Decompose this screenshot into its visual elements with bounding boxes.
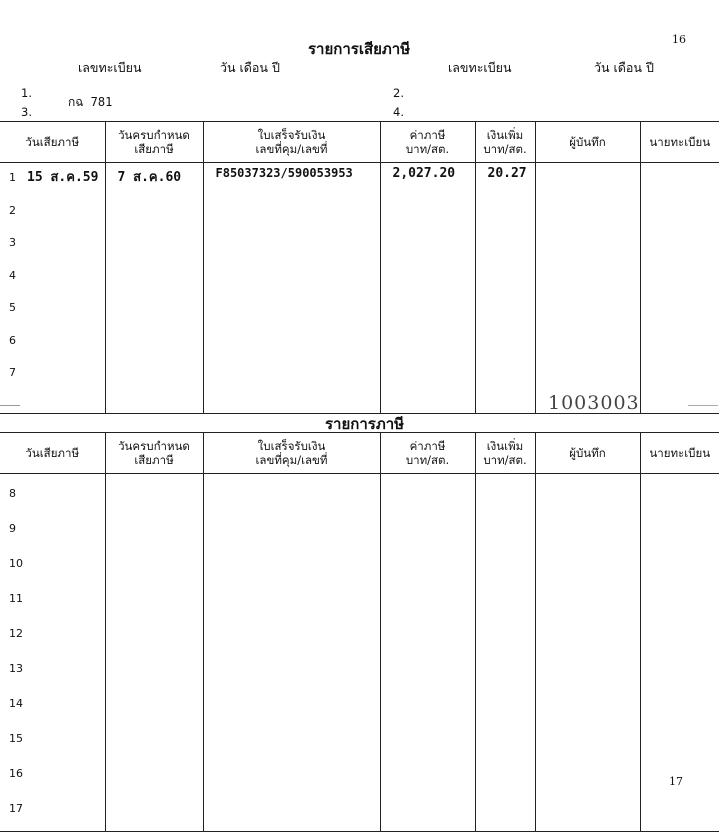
cell-registrar: [640, 163, 719, 191]
cell-recorder: [535, 321, 640, 354]
table-header-row: [0, 433, 719, 474]
row-number: 4: [9, 268, 16, 282]
stray-mark-left: [0, 405, 20, 406]
row-number: 9: [9, 522, 16, 535]
cell-recorder: [535, 288, 640, 321]
cell-paid-date: [0, 614, 105, 649]
cell-receipt: [203, 789, 380, 832]
col-header-recorder: ผู้บันทึก: [535, 433, 640, 474]
cell-surcharge: [475, 754, 535, 789]
cell-recorder: [535, 579, 640, 614]
table-row: [0, 789, 719, 832]
cell-tax-fee: [380, 649, 475, 684]
receipt-value: F85037323/590053953: [215, 166, 353, 180]
row-number: 14: [9, 697, 23, 710]
cell-paid-date: [0, 256, 105, 289]
cell-recorder: [535, 649, 640, 684]
cell-receipt: [203, 614, 380, 649]
table-row: [0, 256, 719, 289]
cell-surcharge: [475, 789, 535, 832]
cell-registrar: [640, 191, 719, 224]
table-row: [0, 579, 719, 614]
cell-receipt: [203, 321, 380, 354]
cell-registrar: [640, 544, 719, 579]
cell-registrar: [640, 474, 719, 510]
col-header-registrar: นายทะเบียน: [640, 122, 719, 163]
cell-due-date: [105, 684, 203, 719]
cell-registrar: [640, 789, 719, 832]
table-row: [0, 649, 719, 684]
table-row: [0, 614, 719, 649]
cell-surcharge: [475, 163, 535, 191]
cell-registrar: [640, 288, 719, 321]
cell-due-date: [105, 256, 203, 289]
cell-receipt: [203, 544, 380, 579]
cell-due-date: [105, 288, 203, 321]
table-row: [0, 288, 719, 321]
tax-payment-table-2: [0, 432, 719, 832]
cell-paid-date: [0, 579, 105, 614]
row-number: 3: [9, 236, 16, 249]
cell-recorder: [535, 191, 640, 224]
cell-due-date: [105, 544, 203, 579]
cell-tax-fee: [380, 754, 475, 789]
cell-paid-date: [0, 223, 105, 256]
cell-registrar: [640, 321, 719, 354]
cell-surcharge: [475, 191, 535, 224]
col-header-surcharge: เงินเพิ่ม บาท/สต.: [475, 433, 535, 474]
row-number: 6: [9, 333, 16, 347]
cell-receipt: [203, 191, 380, 224]
cell-tax-fee: [380, 223, 475, 256]
due-date-value: 7 ส.ค.60: [117, 170, 182, 185]
section-title-2: รายการภาษี: [325, 415, 405, 433]
cell-registrar: [640, 719, 719, 754]
cell-receipt: [203, 256, 380, 289]
row-number: 17: [9, 802, 23, 815]
cell-tax-fee: [380, 256, 475, 289]
col-header-paid-date: วันเสียภาษี: [0, 433, 105, 474]
cell-due-date: [105, 474, 203, 510]
row-number: 10: [9, 557, 23, 570]
col-header-surcharge: เงินเพิ่ม บาท/สต.: [475, 122, 535, 163]
cell-tax-fee: [380, 789, 475, 832]
cell-due-date: [105, 163, 203, 191]
col-header-receipt: ใบเสร็จรับเงิน เลขที่คุม/เลขที่: [203, 433, 380, 474]
col-header-receipt: ใบเสร็จรับเงิน เลขที่คุม/เลขที่: [203, 122, 380, 163]
row-number: 2: [9, 203, 16, 217]
cell-paid-date: [0, 649, 105, 684]
date-label-left: วัน เดือน ปี: [220, 60, 280, 75]
row-number: 12: [9, 627, 23, 640]
plate-number-1-value: กฉ 781: [68, 95, 113, 109]
col-header-paid-date: วันเสียภาษี: [0, 122, 105, 163]
cell-receipt: [203, 509, 380, 544]
cell-receipt: [203, 288, 380, 321]
cell-recorder: [535, 474, 640, 510]
cell-receipt: [203, 163, 380, 191]
cell-surcharge: [475, 684, 535, 719]
tax-fee-value: 2,027.20: [392, 166, 456, 181]
cell-tax-fee: [380, 191, 475, 224]
tax-payment-table-1: [0, 121, 719, 414]
cell-recorder: [535, 256, 640, 289]
date-label-right: วัน เดือน ปี: [594, 60, 654, 75]
cell-registrar: [640, 579, 719, 614]
stray-mark-right: [688, 405, 718, 406]
table-header-row: [0, 122, 719, 163]
cell-registrar: [640, 684, 719, 719]
cell-tax-fee: [380, 579, 475, 614]
cell-tax-fee: [380, 321, 475, 354]
cell-tax-fee: [380, 353, 475, 413]
cell-recorder: [535, 789, 640, 832]
cell-tax-fee: [380, 163, 475, 191]
cell-surcharge: [475, 614, 535, 649]
row-number: 11: [9, 592, 23, 605]
cell-paid-date: [0, 353, 105, 413]
cell-paid-date: [0, 684, 105, 719]
cell-surcharge: [475, 474, 535, 510]
cell-paid-date: [0, 544, 105, 579]
col-header-registrar: นายทะเบียน: [640, 433, 719, 474]
cell-recorder: [535, 544, 640, 579]
reg-label-right: เลขทะเบียน: [448, 60, 512, 75]
cell-receipt: [203, 684, 380, 719]
table-row: [0, 719, 719, 754]
table-row: [0, 191, 719, 224]
cell-surcharge: [475, 649, 535, 684]
table-row: [0, 509, 719, 544]
cell-surcharge: [475, 321, 535, 354]
cell-due-date: [105, 719, 203, 754]
cell-surcharge: [475, 509, 535, 544]
cell-surcharge: [475, 353, 535, 413]
cell-paid-date: [0, 321, 105, 354]
row-number: 13: [9, 662, 23, 675]
col-header-recorder: ผู้บันทึก: [535, 122, 640, 163]
cell-recorder: [535, 223, 640, 256]
paid-date-value: 15 ส.ค.59: [27, 170, 99, 185]
cell-due-date: [105, 579, 203, 614]
cell-recorder: [535, 684, 640, 719]
cell-due-date: [105, 509, 203, 544]
cell-registrar: [640, 353, 719, 413]
cell-receipt: [203, 719, 380, 754]
cell-registrar: [640, 614, 719, 649]
cell-paid-date: [0, 191, 105, 224]
cell-due-date: [105, 614, 203, 649]
table-row: [0, 684, 719, 719]
table-row: [0, 321, 719, 354]
row-number: 16: [9, 767, 23, 780]
table-row: [0, 163, 719, 191]
cell-receipt: [203, 474, 380, 510]
cell-recorder: [535, 614, 640, 649]
cell-tax-fee: [380, 684, 475, 719]
cell-paid-date: [0, 474, 105, 510]
cell-paid-date: [0, 789, 105, 832]
table-row: [0, 474, 719, 510]
col-header-tax-fee: ค่าภาษี บาท/สต.: [380, 122, 475, 163]
plate-number-1-label: 1.: [21, 86, 32, 100]
cell-surcharge: [475, 256, 535, 289]
cell-tax-fee: [380, 509, 475, 544]
cell-due-date: [105, 754, 203, 789]
cell-recorder: [535, 163, 640, 191]
cell-recorder: [535, 754, 640, 789]
row-number: 5: [9, 301, 16, 314]
cell-paid-date: [0, 719, 105, 754]
row-number: 7: [9, 366, 16, 379]
cell-due-date: [105, 649, 203, 684]
plate-number-2-label: 2.: [393, 86, 404, 100]
col-header-tax-fee: ค่าภาษี บาท/สต.: [380, 433, 475, 474]
table-row: [0, 544, 719, 579]
cell-tax-fee: [380, 544, 475, 579]
cell-surcharge: [475, 579, 535, 614]
table-row: [0, 223, 719, 256]
row-number: 1: [9, 171, 16, 184]
cell-registrar: [640, 256, 719, 289]
reg-label-left: เลขทะเบียน: [78, 60, 142, 75]
cell-recorder: [535, 719, 640, 754]
cell-surcharge: [475, 288, 535, 321]
col-header-due-date: วันครบกำหนด เสียภาษี: [105, 433, 203, 474]
cell-recorder: [535, 509, 640, 544]
cell-due-date: [105, 353, 203, 413]
cell-receipt: [203, 754, 380, 789]
table-row: [0, 754, 719, 789]
cell-due-date: [105, 789, 203, 832]
row-number: 15: [9, 732, 23, 745]
cell-registrar: [640, 223, 719, 256]
page-number-bottom: 17: [669, 775, 683, 788]
cell-registrar: [640, 509, 719, 544]
cell-due-date: [105, 223, 203, 256]
cell-receipt: [203, 649, 380, 684]
cell-surcharge: [475, 223, 535, 256]
cell-paid-date: [0, 288, 105, 321]
row-number: 8: [9, 487, 16, 500]
cell-receipt: [203, 223, 380, 256]
cell-surcharge: [475, 544, 535, 579]
bleed-through-number: 1003003: [548, 392, 640, 414]
cell-tax-fee: [380, 614, 475, 649]
cell-paid-date: [0, 754, 105, 789]
plate-number-4-label: 4.: [393, 105, 404, 119]
cell-tax-fee: [380, 719, 475, 754]
cell-surcharge: [475, 719, 535, 754]
cell-receipt: [203, 353, 380, 413]
cell-tax-fee: [380, 474, 475, 510]
cell-paid-date: [0, 163, 105, 191]
cell-due-date: [105, 191, 203, 224]
cell-due-date: [105, 321, 203, 354]
cell-paid-date: [0, 509, 105, 544]
col-header-due-date: วันครบกำหนด เสียภาษี: [105, 122, 203, 163]
surcharge-value: 20.27: [487, 166, 527, 181]
cell-tax-fee: [380, 288, 475, 321]
section-title: รายการเสียภาษี: [308, 40, 411, 58]
cell-receipt: [203, 579, 380, 614]
cell-registrar: [640, 649, 719, 684]
plate-number-3-label: 3.: [21, 105, 32, 119]
page-number-top: 16: [672, 33, 686, 46]
